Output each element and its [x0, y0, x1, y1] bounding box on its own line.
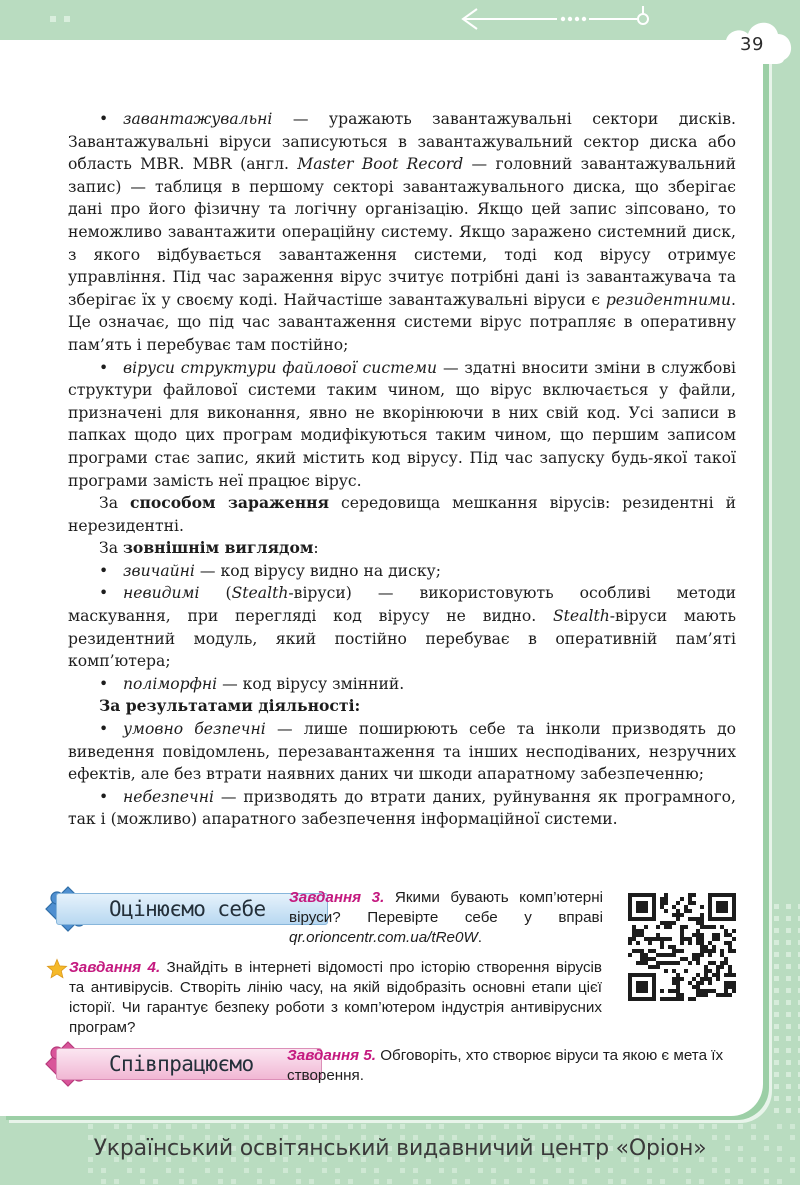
- text-run: — здатні вносити зміни в службові структури файлової системи таким чином, що вірус включається у файли, призначені для виконання, явно не вкорінюючи в них свій код. Усі записи в папках щодо цих програм модифікуються таким чином, що першим записом програми стає запис, який містить код вірусу. Під час запуску будь-якої такої програми замість неї працює вірус.: [68, 358, 736, 490]
- paragraph: [68, 492, 736, 537]
- text-run: звичайні: [123, 561, 195, 580]
- text-run: зовнішнім виглядом: [122, 538, 314, 558]
- text-run: За: [99, 494, 130, 513]
- text-run: — призводять до втрати даних, руйнування як програмного, так і (можливо) апаратного забезпечення інформаційної системи.: [68, 787, 736, 829]
- text-run: Stealth: [231, 584, 289, 603]
- text-run: невидимі: [123, 584, 200, 603]
- text-run: . Це означає, що під час завантаження системи вірус потрапляє в оперативну пам’ять і перебуває там постійно;: [68, 290, 736, 354]
- text-run: (: [199, 584, 232, 603]
- bullet-paragraph: [68, 108, 736, 357]
- navigation-arrow-icon: [455, 6, 665, 32]
- paragraph: [68, 695, 736, 718]
- top-strip: [0, 0, 800, 40]
- bullet-paragraph: [68, 718, 736, 786]
- text-run: резидентними: [605, 290, 732, 309]
- text-run: За: [99, 539, 123, 558]
- task-4-text: Знайдіть в інтернеті відомості про історію створення вірусів та антивірусів. Створіть лінію часу, на якій відобразіть основні етапи цієї історії. Чи гарантує безпеку роботи з комп’ютером індустрія антивірусних програм?: [69, 959, 602, 1036]
- text-run: поліморфні: [123, 674, 218, 693]
- task-4-label: Завдання 4.: [69, 959, 161, 976]
- bullet-marker: •: [99, 358, 109, 377]
- task-3: [289, 888, 603, 948]
- bullet-marker: •: [99, 561, 109, 580]
- bullet-paragraph: [68, 786, 736, 831]
- cooperate-label: Співпрацюємо: [56, 1048, 322, 1080]
- decorative-dots: [768, 900, 800, 1120]
- text-run: — код вірусу змінний.: [217, 674, 405, 693]
- text-run: Stealth: [552, 607, 610, 626]
- text-run: — головний завантажувальний запис) — таблиця в першому секторі завантажувального диска, що зберігає дані про його фізичну та логічну організацію. Якщо цей запис зіпсовано, то неможливо завантажити операційну систему. Якщо заражено системний диск, з якого відбувається завантаження системи, тоді код вірусу отримує управління. Під час зараження вірус зчитує потрібні дані із завантажувача та зберігає їх у своєму коді. Найчастіше завантажувальні віруси є: [68, 155, 736, 309]
- page-content: [0, 40, 763, 1116]
- paragraph: [68, 537, 736, 560]
- bullet-marker: •: [99, 787, 109, 806]
- task-4: [69, 958, 602, 1038]
- bullet-marker: •: [99, 110, 109, 128]
- star-icon: [46, 958, 68, 980]
- task-3-link[interactable]: qr.orioncentr.com.ua/tRe0W: [289, 929, 478, 946]
- text-run: віруси структури файлової системи: [123, 358, 438, 377]
- text-run: Master Boot Record: [297, 155, 464, 174]
- task-3-end: .: [477, 929, 483, 946]
- task-5-text: Обговоріть, хто створює віруси та якою є мета їх створення.: [287, 1047, 724, 1084]
- publisher-footer: Український освітянський видавничий центр «Оріон»: [93, 1136, 707, 1161]
- bullet-paragraph: [68, 673, 736, 696]
- bullet-paragraph: [68, 357, 736, 493]
- bullet-marker: •: [99, 720, 109, 739]
- task-5-label: Завдання 5.: [287, 1047, 377, 1064]
- text-run: умовно безпечні: [123, 720, 266, 739]
- task-5: [287, 1046, 737, 1086]
- text-run: За результатами діяльності:: [99, 696, 361, 716]
- text-run: :: [313, 539, 319, 558]
- text-run: — лише поширюють себе та інколи призводять до виведення повідомлень, перезавантаження та інших несподіваних, незручних ефектів, але без втрати наявних даних чи шкоди апаратному забезпеченню;: [68, 720, 736, 784]
- bullet-paragraph: [68, 560, 736, 583]
- text-run: -віруси) — використовують особливі методи маскування, при перегляді код вірусу не видно.: [68, 584, 736, 626]
- text-run: — код вірусу видно на диску;: [194, 561, 441, 580]
- assess-label: Оцінюємо себе: [56, 893, 328, 925]
- text-run: середовища мешкання вірусів: резидентні й нерезидентні.: [68, 494, 736, 535]
- text-run: способом зараження: [129, 493, 330, 513]
- task-3-label: Завдання 3.: [289, 889, 385, 906]
- bullet-marker: •: [99, 584, 109, 603]
- bullet-marker: •: [99, 674, 109, 693]
- task-3-text: Якими бувають комп’ютерні віруси? Перевірте себе у вправі: [289, 889, 603, 926]
- text-run: — уражають завантажувальні сектори дисків. Завантажувальні віруси записуються в завантажувальний сектор диска або область MBR. MBR (англ.: [68, 110, 736, 174]
- text-run: небезпечні: [123, 787, 214, 806]
- body-text: [68, 108, 736, 831]
- text-run: завантажувальні: [123, 110, 273, 128]
- page-number: 39: [740, 34, 764, 55]
- text-run: -віруси мають резидентний модуль, який постійно перебуває в оперативній пам’яті комп’ютера;: [68, 607, 736, 671]
- bullet-paragraph: [68, 582, 736, 672]
- qr-code[interactable]: [628, 893, 736, 1001]
